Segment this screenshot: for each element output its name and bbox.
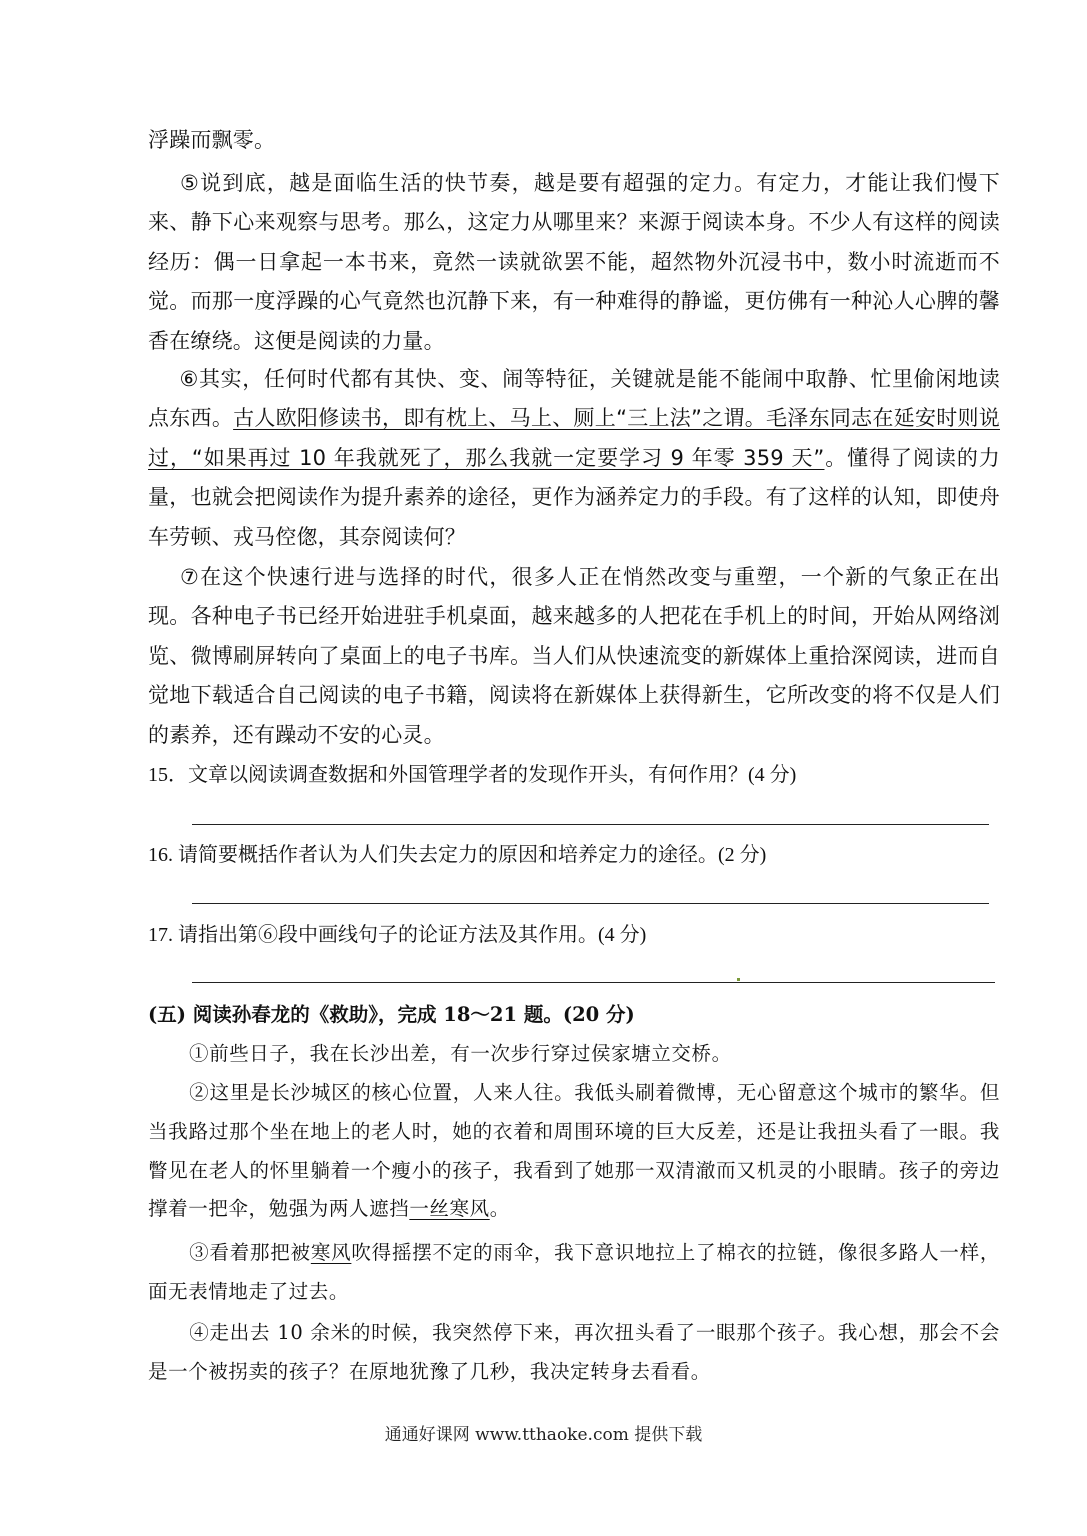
story-paragraph-2-text-b: 。 [489,1197,510,1221]
paragraph-5-text: ⑤说到底，越是面临生活的快节奏，越是要有超强的定力。有定力，才能让我们慢下来、静下心来观察与思考。那么，这定力从哪里来？来源于阅读本身。不少人有这样的阅读经历：偶一日拿起一本书来，竟然一读就欲罢不能，超然物外沉浸书中，数小时流逝而不觉。而那一度浮躁的心气竟然也沉静下来，有一种难得的静谧，更仿佛有一种沁人心脾的馨香在缭绕。这便是阅读的力量。 [148,171,1000,353]
section-5-title: (五) 阅读孙春龙的《救助》，完成 18～21 题。(20 分) [148,1003,635,1026]
page-footer: 通通好课网 www.tthaoke.com 提供下载 [384,1425,703,1445]
paragraph-7 [148,558,1000,755]
answer-line-16[interactable] [192,903,989,904]
question-16: 16. 请简要概括作者认为人们失去定力的原因和培养定力的途径。(2 分) [148,844,767,866]
answer-line-17[interactable] [192,982,995,983]
story-paragraph-3 [148,1234,1000,1312]
underlined-word-cold-wind: 寒风 [310,1241,352,1264]
story-paragraph-2 [148,1074,1000,1229]
paragraph-6 [148,360,1000,557]
paragraph-6-text-b: 。懂得了阅读的力量，也就会把阅读作为提升素养的途径，更作为涵养定力的手段。有了这样的认知，即使舟车劳顿、戎马倥偬，其奈阅读何？ [148,445,1000,549]
question-15: 15．文章以阅读调查数据和外国管理学者的发现作开头，有何作用？(4 分) [148,764,797,786]
underlined-phrase-cold-wind: 一丝寒风 [409,1197,490,1221]
paragraph-6-text-a: ⑥其实，任何时代都有其快、变、闹等特征，关键就是能不能闹中取静、忙里偷闲地读点东西。 [148,367,1000,431]
scan-speck [737,978,740,981]
story-paragraph-1 [148,1035,1000,1074]
story-paragraph-4-text: ④走出去 10 余米的时候，我突然停下来，再次扭头看了一眼那个孩子。我心想，那会不会是一个被拐卖的孩子？在原地犹豫了几秒，我决定转身去看看。 [148,1321,1000,1383]
question-17: 17. 请指出第⑥段中画线句子的论证方法及其作用。(4 分) [148,924,647,946]
paragraph-4-continued [148,121,1000,160]
story-paragraph-1-text: ①前些日子，我在长沙出差，有一次步行穿过侯家塘立交桥。 [189,1042,732,1065]
paragraph-4-text: 浮躁而飘零。 [148,128,276,152]
story-paragraph-3-text-a: ③看着那把被 [189,1241,311,1264]
paragraph-5 [148,164,1000,361]
story-paragraph-4 [148,1314,1000,1392]
answer-line-15[interactable] [192,824,989,825]
story-paragraph-2-text-a: ②这里是长沙城区的核心位置，人来人往。我低头刷着微博，无心留意这个城市的繁华。但当我路过那个坐在地上的老人时，她的衣着和周围环境的巨大反差，还是让我扭头看了一眼。我瞥见在老人的怀里躺着一个瘦小的孩子，我看到了她那一双清澈而又机灵的小眼睛。孩子的旁边撑着一把伞，勉强为两人遮挡 [148,1081,1000,1221]
story-paragraph-3-text-b: 吹得摇摆不定的雨伞，我下意识地拉上了棉衣的拉链，像很多路人一样，面无表情地走了过去。 [148,1241,1001,1303]
paragraph-6-underlined-sentence: 古人欧阳修读书，即有枕上、马上、厕上“三上法”之谓。毛泽东同志在延安时则说过，“如果再过 10 年我就死了，那么我就一定要学习 9 年零 359 天” [148,406,1000,470]
paragraph-7-text: ⑦在这个快速行进与选择的时代，很多人正在悄然改变与重塑，一个新的气象正在出现。各种电子书已经开始进驻手机桌面，越来越多的人把花在手机上的时间，开始从网络浏览、微博刷屏转向了桌面上的电子书库。当人们从快速流变的新媒体上重拾深阅读，进而自觉地下载适合自己阅读的电子书籍，阅读将在新媒体上获得新生，它所改变的将不仅是人们的素养，还有躁动不安的心灵。 [148,565,1000,747]
